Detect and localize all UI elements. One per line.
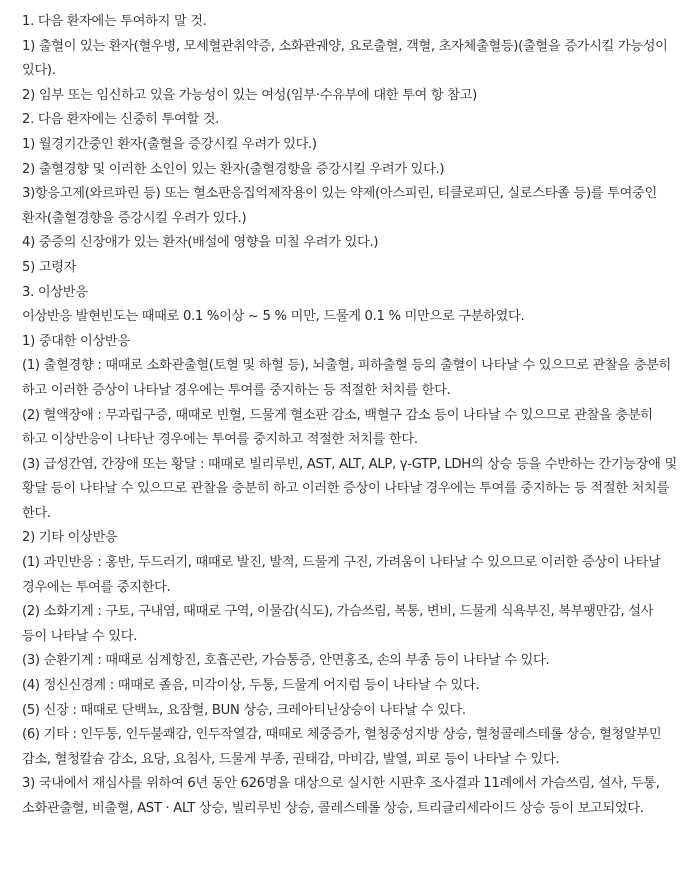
serious-reaction-bleeding: (1) 출혈경향 : 때때로 소화관출혈(토혈 및 하혈 등), 뇌출혈, 피하출혈 등의 출혈이 나타날 수 있으므로 관찰을 충분히 하고 이러한 증상이 나타날 경우에는 투여를 중지하는 등 적절한 처치를 한다. <box>22 358 671 398</box>
adverse-reactions-heading: 3. 이상반응 <box>22 284 88 300</box>
caution-heading: 2. 다음 환자에는 신중히 투여할 것. <box>22 112 220 128</box>
contraindication-heading: 1. 다음 환자에는 투여하지 말 것. <box>22 14 207 29</box>
caution-item-4: 4) 중증의 신장애가 있는 환자(배설에 영향을 미칠 우려가 있다.) <box>22 235 379 251</box>
other-reaction-kidney: (5) 신장 : 때때로 단백뇨, 요잠혈, BUN 상승, 크레아티닌상승이 나타날 수 있다. <box>22 702 466 718</box>
serious-reaction-liver: (3) 급성간염, 간장애 또는 황달 : 때때로 빌리루빈, AST, ALT, ALP, γ-GTP, LDH의 상승 등을 수반하는 간기능장애 및 황달 등이 나타날 수 있으므로 관찰을 충분히 하고 이러한 증상이 나타날 경우에는 투여를 중지하는 등 적절한 처치를 한다. <box>22 456 677 521</box>
serious-reaction-blood: (2) 혈액장애 : 무과립구증, 때때로 빈혈, 드물게 혈소판 감소, 백혈구 감소 등이 나타날 수 있으므로 관찰을 충분히 하고 이상반응이 나타난 경우에는 투여를 중지하고 적절한 처치를 한다. <box>22 407 653 448</box>
contraindication-item-1: 1) 출혈이 있는 환자(혈우병, 모세혈관취약증, 소화관궤양, 요로출혈, 객혈, 초자체출혈등)(출혈을 증가시킬 가능성이 있다). <box>22 38 668 79</box>
caution-item-3: 3)항응고제(와르파린 등) 또는 혈소판응집억제작용이 있는 약제(아스피린, 티클로피딘, 실로스타졸 등)를 투여중인 환자(출혈경향을 증강시킬 우려가 있다.) <box>22 186 657 226</box>
other-reaction-circulatory: (3) 순환기계 : 때때로 심계항진, 호흡곤란, 가슴통증, 안면홍조, 손의 부종 등이 나타날 수 있다. <box>22 653 550 669</box>
caution-item-1: 1) 월경기간중인 환자(출혈을 증강시킬 우려가 있다.) <box>22 136 317 152</box>
other-reactions-heading: 2) 기타 이상반응 <box>22 530 118 546</box>
other-reaction-digestive: (2) 소화기계 : 구토, 구내염, 때때로 구역, 이물감(식도), 가슴쓰림, 복통, 변비, 드물게 식욕부진, 복부팽만감, 설사 등이 나타날 수 있다. <box>22 604 654 644</box>
caution-item-2: 2) 출혈경향 및 이러한 소인이 있는 환자(출혈경향을 증강시킬 우려가 있다.) <box>22 161 445 177</box>
frequency-note: 이상반응 발현빈도는 때때로 0.1 %이상 ~ 5 % 미만, 드물게 0.1 % 미만으로 구분하였다. <box>22 309 525 325</box>
other-reaction-neuro: (4) 정신신경계 : 때때로 졸음, 미각이상, 두통, 드물게 어지럼 등이 나타날 수 있다. <box>22 678 480 694</box>
other-reaction-hypersensitivity: (1) 과민반응 : 홍반, 두드러기, 때때로 발진, 발적, 드물게 구진, 가려움이 나타날 수 있으므로 이러한 증상이 나타날 경우에는 투여를 중지한다. <box>22 555 661 595</box>
contraindication-item-2: 2) 임부 또는 임신하고 있을 가능성이 있는 여성(임부·수유부에 대한 투여 항 참고) <box>22 87 477 103</box>
caution-item-5: 5) 고령자 <box>22 259 77 275</box>
post-marketing-survey: 3) 국내에서 재심사를 위하여 6년 동안 626명을 대상으로 실시한 시판후 조사결과 11례에서 가슴쓰림, 설사, 두통, 소화관출혈, 비출혈, AST · ALT 상승, 빌리루빈 상승, 콜레스테롤 상승, 트리글리세라이드 상승 등이 보고되었다. <box>22 776 660 816</box>
serious-reactions-heading: 1) 중대한 이상반응 <box>22 333 130 349</box>
other-reaction-misc: (6) 기타 : 인두통, 인두불쾌감, 인두작열감, 때때로 체중증가, 혈청중성지방 상승, 혈청콜레스테롤 상승, 혈청알부민 감소, 혈청칼슘 감소, 요당, 요침사, 드물게 부종, 권태감, 마비감, 발열, 피로 등이 나타날 수 있다. <box>22 727 662 767</box>
